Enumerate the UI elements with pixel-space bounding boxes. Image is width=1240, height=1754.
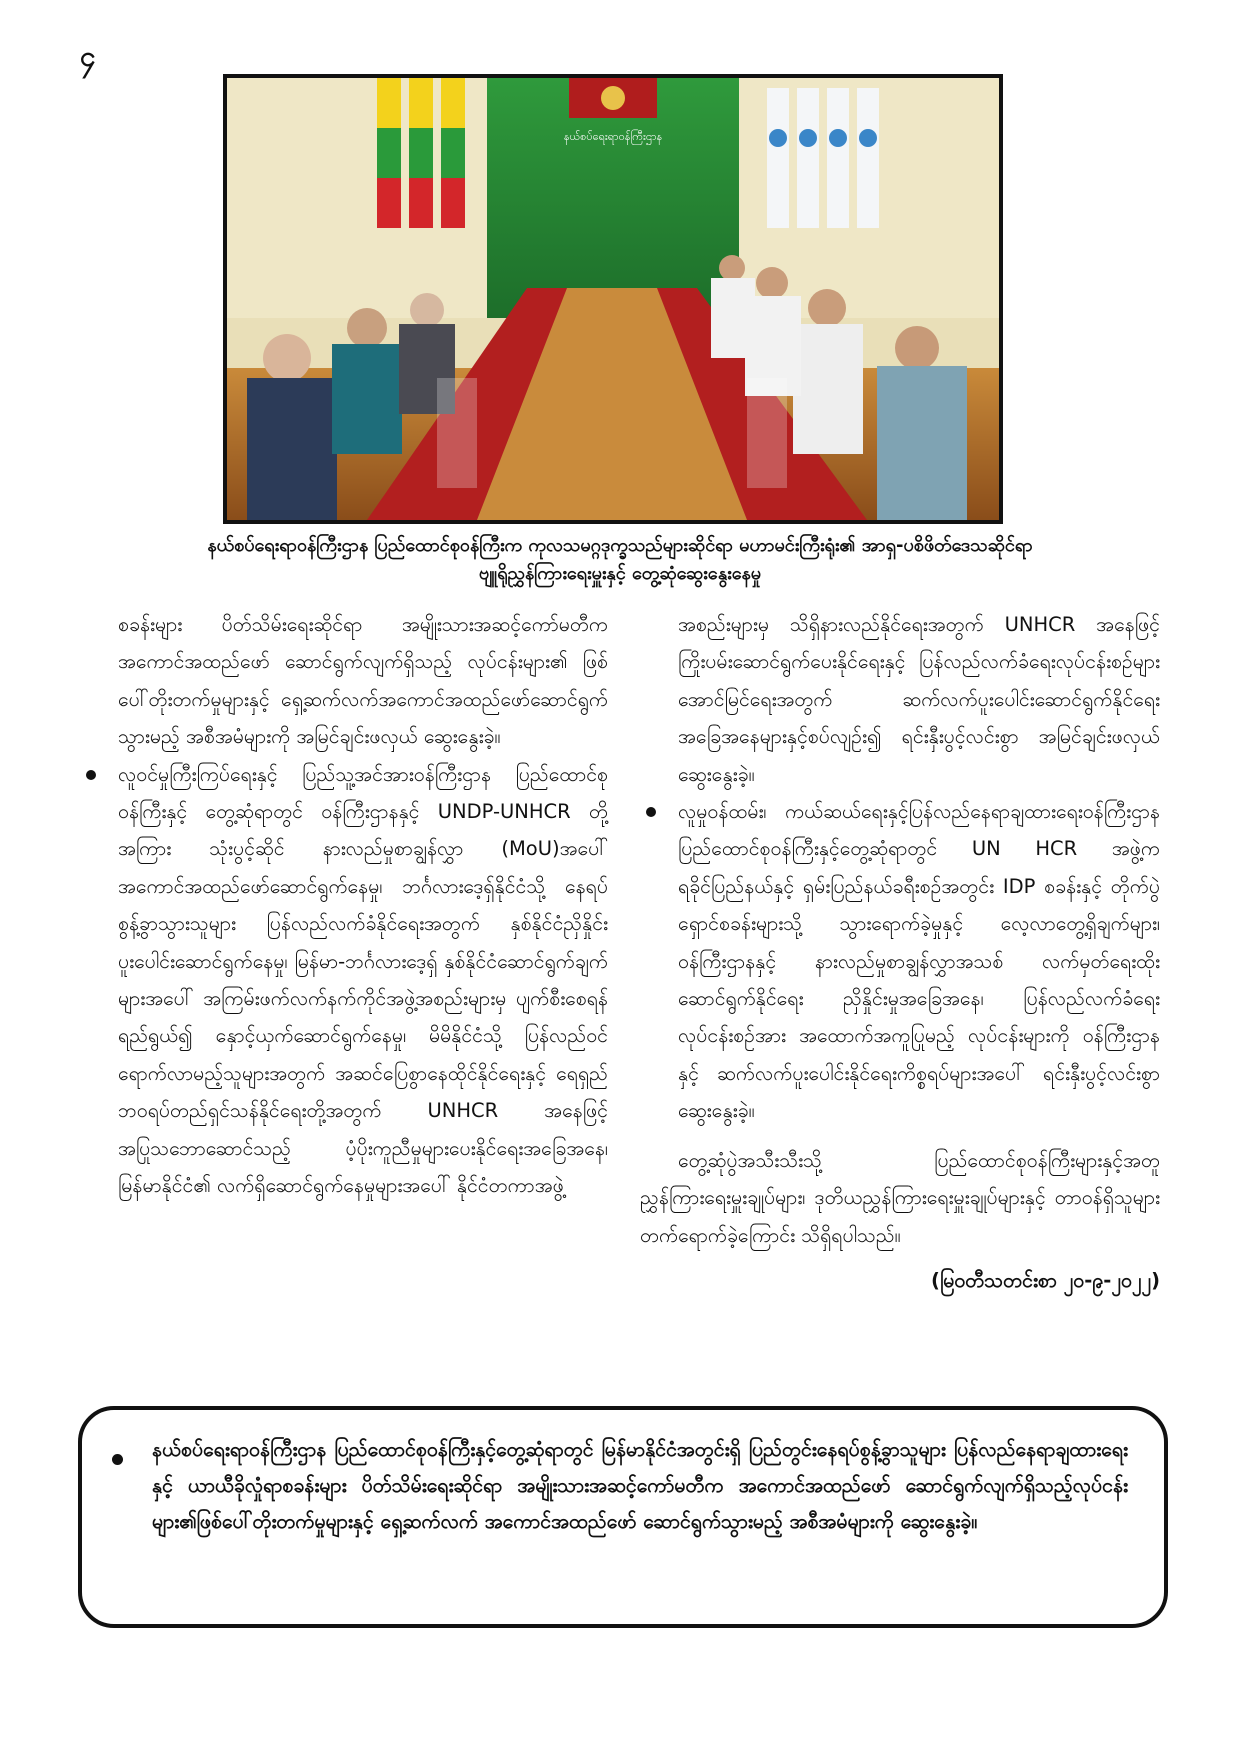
page-number: ၄ — [80, 40, 96, 73]
caption-line-2: ဗျူရိုညွှန်ကြားရေးမှူးနှင့် တွေ့ဆုံဆွေးနွေးနေမှု — [478, 563, 762, 584]
news-source: (မြဝတီသတင်းစာ ၂၀-၉-၂၀၂၂) — [931, 1268, 1160, 1292]
closing-paragraph: တွေ့ဆုံပွဲအသီးသီးသို့ ပြည်ထောင်စုဝန်ကြီးများနှင့်အတူ ညွှန်ကြားရေးမှူးချုပ်များ၊ ဒုတိယညွှန်ကြားရေးမှူးချုပ်များနှင့် တာဝန်ရှိသူများ တက်ရောက်ခဲ့ကြောင်း သိရှိရပါသည်။ — [640, 1148, 1160, 1247]
bullet-icon — [646, 807, 656, 817]
flags-left — [377, 78, 465, 228]
caption-line-1: နယ်စပ်ရေးရာဝန်ကြီးဌာန ပြည်ထောင်စုဝန်ကြီးက ကုလသမဂ္ဂဒုက္ခသည်များဆိုင်ရာ မဟာမင်းကြီးရုံး၏ အာရှ-ပစိဖိတ်ဒေသဆိုင်ရာ — [207, 535, 1033, 556]
left-bullet-text: လူဝင်မှုကြီးကြပ်ရေးနှင့် ပြည်သူ့အင်အားဝန်ကြီးဌာန ပြည်ထောင်စုဝန်ကြီးနှင့် တွေ့ဆုံရာတွင် ဝန်ကြီးဌာနနှင့် UNDP-UNHCR တို့အကြား သုံးပွင့်ဆိုင် နားလည်မှုစာချွန်လွှာ (MoU)အပေါ် အကောင်အထည်ဖော်ဆောင်ရွက်နေမှု၊ ဘင်္ဂလားဒေ့ရှ်နိုင်ငံသို့ နေရပ်စွန့်ခွာသွားသူများ ပြန်လည်လက်ခံနိုင်ရေးအတွက် နှစ်နိုင်ငံညှိနှိုင်းပူးပေါင်းဆောင်ရွက်နေမှု၊ မြန်မာ-ဘင်္ဂလားဒေ့ရှ် နှစ်နိုင်ငံဆောင်ရွက်ချက်များအပေါ် အကြမ်းဖက်လက်နက်ကိုင်အဖွဲ့အစည်းများမှ ပျက်စီးစေရန်ရည်ရွယ်၍ နှောင့်ယှက်ဆောင်ရွက်နေမှု၊ မိမိနိုင်ငံသို့ ပြန်လည်ဝင်ရောက်လာမည့်သူများအတွက် အဆင်ပြေစွာနေထိုင်နိုင်ရေးနှင့် ရေရှည်ဘဝရပ်တည်ရှင်သန်နိုင်ရေးတို့အတွက် UNHCR အနေဖြင့် အပြုသဘောဆောင်သည့် ပံ့ပိုးကူညီမှုများပေးနိုင်ရေးအခြေအနေ၊ မြန်မာနိုင်ငံ၏ လက်ရှိဆောင်ရွက်နေမှုများအပေါ် နိုင်ငံတကာအဖွဲ့ — [118, 762, 608, 1198]
left-paragraph-1: စခန်းများ ပိတ်သိမ်းရေးဆိုင်ရာ အမျိုးသားအဆင့်ကော်မတီက အကောင်အထည်ဖော် ဆောင်ရွက်လျက်ရှိသည့် လုပ်ငန်းများ၏ ဖြစ်ပေါ်တိုးတက်မှုများနှင့် ရှေ့ဆက်လက်အကောင်အထည်ဖော်ဆောင်ရွက်သွားမည့် အစီအမံများကို အမြင်ချင်းဖလှယ် ဆွေးနွေးခဲ့။ — [118, 613, 608, 749]
meeting-photo — [223, 74, 1003, 524]
photo-caption — [80, 532, 1160, 588]
bullet-icon — [86, 770, 96, 780]
bullet-icon — [112, 1454, 123, 1465]
right-column — [640, 606, 1160, 1299]
summary-box — [78, 1406, 1168, 1628]
left-bullet-item — [80, 756, 608, 1205]
right-bullet-item — [640, 793, 1160, 1130]
banner-text: နယ်စပ်ရေးရာဝန်ကြီးဌာန — [563, 130, 663, 143]
summary-text: နယ်စပ်ရေးရာဝန်ကြီးဌာန ပြည်ထောင်စုဝန်ကြီးနှင့်တွေ့ဆုံရာတွင် မြန်မာနိုင်ငံအတွင်းရှိ ပြည်တွင်းနေရပ်စွန့်ခွာသူများ ပြန်လည်နေရာချထားရေးနှင့် ယာယီခိုလှုံရာစခန်းများ ပိတ်သိမ်းရေးဆိုင်ရာ အမျိုးသားအဆင့်ကော်မတီက အကောင်အထည်ဖော် ဆောင်ရွက်လျက်ရှိသည့်လုပ်ငန်းများ၏ဖြစ်ပေါ်တိုးတက်မှုများနှင့် ရှေ့ဆက်လက် အကောင်အထည်ဖော် ဆောင်ရွက်သွားမည့် အစီအမံများကို ဆွေးနွေးခဲ့။ — [152, 1438, 1128, 1533]
meeting-photo-illustration — [227, 78, 999, 520]
right-bullet-text: လူမှုဝန်ထမ်း၊ ကယ်ဆယ်ရေးနှင့်ပြန်လည်နေရာချထားရေးဝန်ကြီးဌာန ပြည်ထောင်စုဝန်ကြီးနှင့်တွေ့ဆုံရာတွင် UN HCR အဖွဲ့က ရခိုင်ပြည်နယ်နှင့် ရှမ်းပြည်နယ်ခရီးစဉ်အတွင်း IDP စခန်းနှင့် တိုက်ပွဲရှောင်စခန်းများသို့ သွားရောက်ခဲ့မှုနှင့် လေ့လာတွေ့ရှိချက်များ၊ ဝန်ကြီးဌာနနှင့် နားလည်မှုစာချွန်လွှာအသစ် လက်မှတ်ရေးထိုးဆောင်ရွက်နိုင်ရေး ညှိနှိုင်းမှုအခြေအနေ၊ ပြန်လည်လက်ခံရေးလုပ်ငန်းစဉ်အား အထောက်အကူပြုမည့် လုပ်ငန်းများကို ဝန်ကြီးဌာနနှင့် ဆက်လက်ပူးပေါင်းနိုင်ရေးကိစ္စရပ်များအပေါ် ရင်းနှီးပွင့်လင်းစွာ ဆွေးနွေးခဲ့။ — [678, 800, 1160, 1123]
right-paragraph-1: အစည်းများမှ သိရှိနားလည်နိုင်ရေးအတွက် UNHCR အနေဖြင့် ကြိုးပမ်းဆောင်ရွက်ပေးနိုင်ရေးနှင့် ပြန်လည်လက်ခံရေးလုပ်ငန်းစဉ်များ အောင်မြင်ရေးအတွက် ဆက်လက်ပူးပေါင်းဆောင်ရွက်နိုင်ရေး အခြေအနေများနှင့်စပ်လျဉ်း၍ ရင်းနှီးပွင့်လင်းစွာ အမြင်ချင်းဖလှယ် ဆွေးနွေးခဲ့။ — [678, 613, 1160, 786]
left-column — [80, 606, 608, 1217]
